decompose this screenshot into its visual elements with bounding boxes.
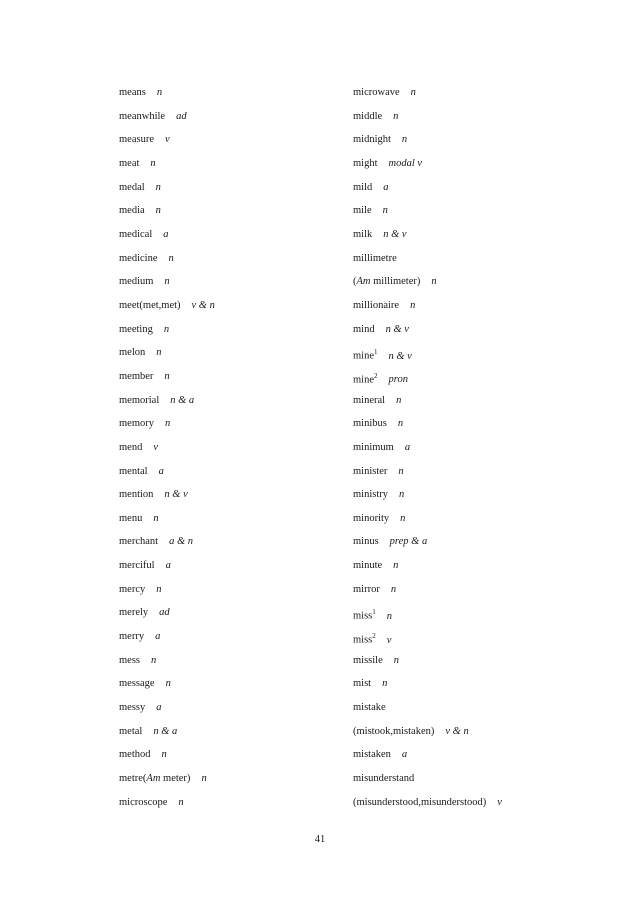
entry-superscript: 2: [374, 371, 378, 380]
entry-superscript: 1: [374, 348, 378, 357]
glossary-entry: [119, 720, 339, 744]
glossary-entry: [353, 389, 603, 413]
glossary-entry: [119, 128, 339, 152]
glossary-entry: [119, 483, 339, 507]
glossary-entry: [353, 223, 603, 247]
glossary-entry: [353, 176, 603, 200]
entry-word: microwave: [353, 87, 400, 98]
entry-part-of-speech: n: [155, 205, 161, 217]
entry-word: ministry: [353, 489, 389, 501]
glossary-entry: [353, 696, 603, 720]
glossary-entry: [119, 578, 339, 602]
glossary-entry: [353, 649, 603, 673]
glossary-entry: [119, 247, 339, 271]
glossary-entry: [119, 791, 339, 815]
entry-word: mirror: [353, 583, 380, 595]
entry-part-of-speech: a & n: [169, 536, 193, 548]
entry-word: mistaken: [353, 749, 391, 761]
entry-part-of-speech: n: [431, 276, 437, 288]
entry-superscript: 2: [372, 632, 376, 641]
glossary-entry: [353, 767, 603, 791]
entry-word: merciful: [119, 560, 155, 572]
entry-word: minibus: [353, 418, 387, 430]
glossary-entry: [353, 412, 603, 436]
glossary-entry: [119, 460, 339, 484]
glossary-entry: [353, 365, 603, 389]
entry-word: misunderstand: [353, 773, 415, 785]
entry-part-of-speech: n: [178, 796, 184, 808]
entry-part-of-speech: n: [401, 134, 408, 146]
glossary-entry: [353, 436, 603, 460]
entry-word: merchant: [119, 536, 159, 548]
glossary-entry: [119, 625, 339, 649]
page-number: 41: [314, 834, 326, 845]
entry-part-of-speech: prep & a: [389, 536, 428, 548]
entry-word: meat: [119, 157, 140, 169]
glossary-entry: [119, 341, 339, 365]
entry-word: mess: [119, 654, 140, 666]
entry-word: metre(: [119, 773, 147, 785]
entry-word: middle: [353, 110, 383, 122]
glossary-entry: [353, 247, 603, 271]
entry-part-of-speech: v: [386, 634, 392, 646]
entry-word: minority: [353, 512, 390, 524]
entry-part-of-speech: v: [153, 441, 158, 453]
entry-part-of-speech: n: [163, 323, 170, 335]
entry-word: mend: [119, 441, 143, 453]
entry-part-of-speech: ad: [176, 110, 187, 122]
entry-part-of-speech: n & v: [383, 228, 407, 240]
entry-part-of-speech: n: [396, 394, 402, 406]
glossary-entry: [353, 318, 603, 342]
entry-part-of-speech: a: [165, 560, 171, 572]
entry-word: member: [119, 370, 154, 382]
entry-word: mine: [353, 374, 374, 386]
entry-part-of-speech: n: [156, 347, 162, 359]
glossary-entry: [353, 483, 603, 507]
entry-word: mineral: [353, 394, 386, 406]
entry-part-of-speech: n: [168, 252, 174, 264]
entry-superscript: 1: [372, 608, 376, 617]
entry-variant-label: Am: [146, 773, 161, 785]
glossary-entry: [353, 720, 603, 744]
entry-word: might: [353, 157, 378, 169]
glossary-entry: [119, 318, 339, 342]
glossary-entry: [353, 601, 603, 625]
entry-part-of-speech: n: [151, 654, 157, 666]
entry-word: measure: [119, 134, 154, 146]
entry-part-of-speech: n: [398, 465, 404, 477]
entry-word: miss: [353, 610, 373, 622]
entry-part-of-speech: n: [156, 87, 163, 98]
entry-part-of-speech: v: [497, 796, 502, 808]
glossary-entry: [119, 767, 339, 791]
entry-word: messy: [119, 702, 146, 714]
entry-part-of-speech: v & n: [445, 725, 469, 737]
glossary-entry: [119, 270, 339, 294]
glossary-entry: [353, 152, 603, 176]
glossary-entry: [353, 105, 603, 129]
entry-word: minute: [353, 560, 383, 572]
entry-part-of-speech: a: [163, 228, 169, 240]
entry-part-of-speech: n: [156, 583, 162, 595]
glossary-entry: [119, 743, 339, 767]
entry-word: minimum: [353, 441, 394, 453]
entry-part-of-speech: n: [393, 110, 399, 122]
entry-part-of-speech: n: [150, 157, 156, 169]
glossary-entry: [119, 696, 339, 720]
entry-part-of-speech: n & a: [170, 394, 195, 406]
glossary-entry: [119, 105, 339, 129]
glossary-entry: [119, 365, 339, 389]
entry-word: metal: [119, 725, 143, 737]
glossary-entry: [119, 530, 339, 554]
entry-variant-label: Am: [356, 276, 371, 288]
glossary-entry: [119, 507, 339, 531]
glossary-entry: [119, 554, 339, 578]
glossary-entry: [119, 436, 339, 460]
entry-part-of-speech: n & v: [388, 350, 412, 362]
glossary-entry: [353, 341, 603, 365]
glossary-entry: [119, 176, 339, 200]
right-column: [353, 81, 603, 814]
entry-part-of-speech: pron: [388, 374, 408, 386]
entry-word: medium: [119, 276, 154, 288]
entry-word: menu: [119, 512, 143, 524]
entry-word: memory: [119, 418, 154, 430]
entry-part-of-speech: v & n: [191, 299, 215, 311]
glossary-entry: [119, 81, 339, 105]
entry-part-of-speech: a: [155, 631, 161, 643]
glossary-entry: [119, 672, 339, 696]
entry-part-of-speech: n: [400, 512, 406, 524]
entry-part-of-speech: n: [161, 749, 167, 761]
glossary-entry: [119, 389, 339, 413]
entry-part-of-speech: n: [153, 512, 159, 524]
glossary-entry: [353, 199, 603, 223]
entry-word: merry: [119, 631, 145, 643]
entry-part-of-speech: ad: [159, 607, 170, 619]
entry-word: memorial: [119, 394, 160, 406]
glossary-entry: [353, 507, 603, 531]
entry-word: media: [119, 205, 145, 217]
glossary-entry: [353, 294, 603, 318]
entry-word: meet(met,met): [119, 299, 181, 311]
entry-word: millimetre: [353, 252, 397, 264]
entry-word-rest: meter): [160, 773, 191, 785]
left-column: [119, 81, 339, 814]
entry-word: (mistook,mistaken): [353, 725, 435, 737]
entry-part-of-speech: n & v: [164, 489, 188, 501]
glossary-entry: [119, 294, 339, 318]
entry-part-of-speech: n: [165, 418, 171, 430]
glossary-entry: [353, 578, 603, 602]
glossary-entry: [119, 601, 339, 625]
entry-word: minister: [353, 465, 388, 477]
glossary-entry: [353, 554, 603, 578]
entry-part-of-speech: n: [393, 560, 399, 572]
entry-part-of-speech: a: [158, 465, 164, 477]
entry-part-of-speech: n: [393, 654, 400, 666]
glossary-entry: [119, 199, 339, 223]
entry-word: merely: [119, 607, 149, 619]
glossary-entry: [353, 128, 603, 152]
entry-part-of-speech: n & v: [385, 323, 409, 335]
entry-part-of-speech: modal v: [388, 157, 423, 169]
entry-word: minus: [353, 536, 379, 548]
glossary-entry: [353, 625, 603, 649]
entry-part-of-speech: n: [382, 678, 388, 690]
entry-word: mistake: [353, 702, 386, 714]
glossary-entry: [119, 152, 339, 176]
entry-part-of-speech: n: [399, 489, 405, 501]
glossary-entry: [353, 791, 603, 815]
entry-part-of-speech: n: [390, 583, 397, 595]
entry-word: mercy: [119, 583, 146, 595]
glossary-entry: [353, 81, 603, 105]
entry-part-of-speech: n: [397, 418, 404, 430]
glossary-entry: [353, 460, 603, 484]
entry-word: meanwhile: [119, 110, 166, 122]
entry-word: medal: [119, 181, 145, 193]
entry-word: miss: [353, 634, 373, 646]
glossary-entry: [353, 672, 603, 696]
entry-word: millionaire: [353, 299, 400, 311]
entry-part-of-speech: a: [401, 749, 408, 761]
entry-word: mind: [353, 323, 375, 335]
entry-word: medical: [119, 228, 153, 240]
entry-part-of-speech: n: [382, 205, 388, 217]
entry-word-rest: millimeter): [370, 276, 421, 288]
glossary-entry: [119, 649, 339, 673]
entry-word: melon: [119, 347, 146, 359]
entry-part-of-speech: n: [164, 370, 170, 382]
entry-part-of-speech: n: [386, 610, 393, 622]
entry-word: milk: [353, 228, 373, 240]
entry-part-of-speech: a: [383, 181, 389, 193]
glossary-entry: [353, 270, 603, 294]
entry-word: mile: [353, 205, 372, 217]
entry-part-of-speech: n: [410, 87, 416, 98]
entry-word: mental: [119, 465, 148, 477]
entry-part-of-speech: n: [155, 181, 161, 193]
entry-word: mine: [353, 350, 374, 362]
entry-word: missile: [353, 654, 383, 666]
entry-part-of-speech: n & a: [153, 725, 178, 737]
entry-part-of-speech: n: [164, 276, 170, 288]
entry-word: medicine: [119, 252, 158, 264]
entry-part-of-speech: n: [165, 678, 171, 690]
glossary-entry: [353, 530, 603, 554]
entry-word: mist: [353, 678, 372, 690]
entry-part-of-speech: v: [164, 134, 170, 146]
entry-word: method: [119, 749, 151, 761]
entry-part-of-speech: a: [404, 441, 411, 453]
entry-part-of-speech: n: [201, 773, 207, 785]
glossary-entry: [119, 412, 339, 436]
entry-part-of-speech: a: [156, 702, 162, 714]
glossary-entry: [119, 223, 339, 247]
glossary-entry: [353, 743, 603, 767]
entry-word: message: [119, 678, 155, 690]
entry-word: mild: [353, 181, 373, 193]
entry-word: means: [119, 87, 146, 98]
entry-word: mention: [119, 489, 154, 501]
entry-word: microscope: [119, 796, 168, 808]
entry-part-of-speech: n: [410, 299, 416, 311]
entry-word: meeting: [119, 323, 153, 335]
entry-word: midnight: [353, 134, 391, 146]
entry-word: (: [353, 276, 357, 288]
entry-word: (misunderstood,misunderstood): [353, 796, 487, 808]
